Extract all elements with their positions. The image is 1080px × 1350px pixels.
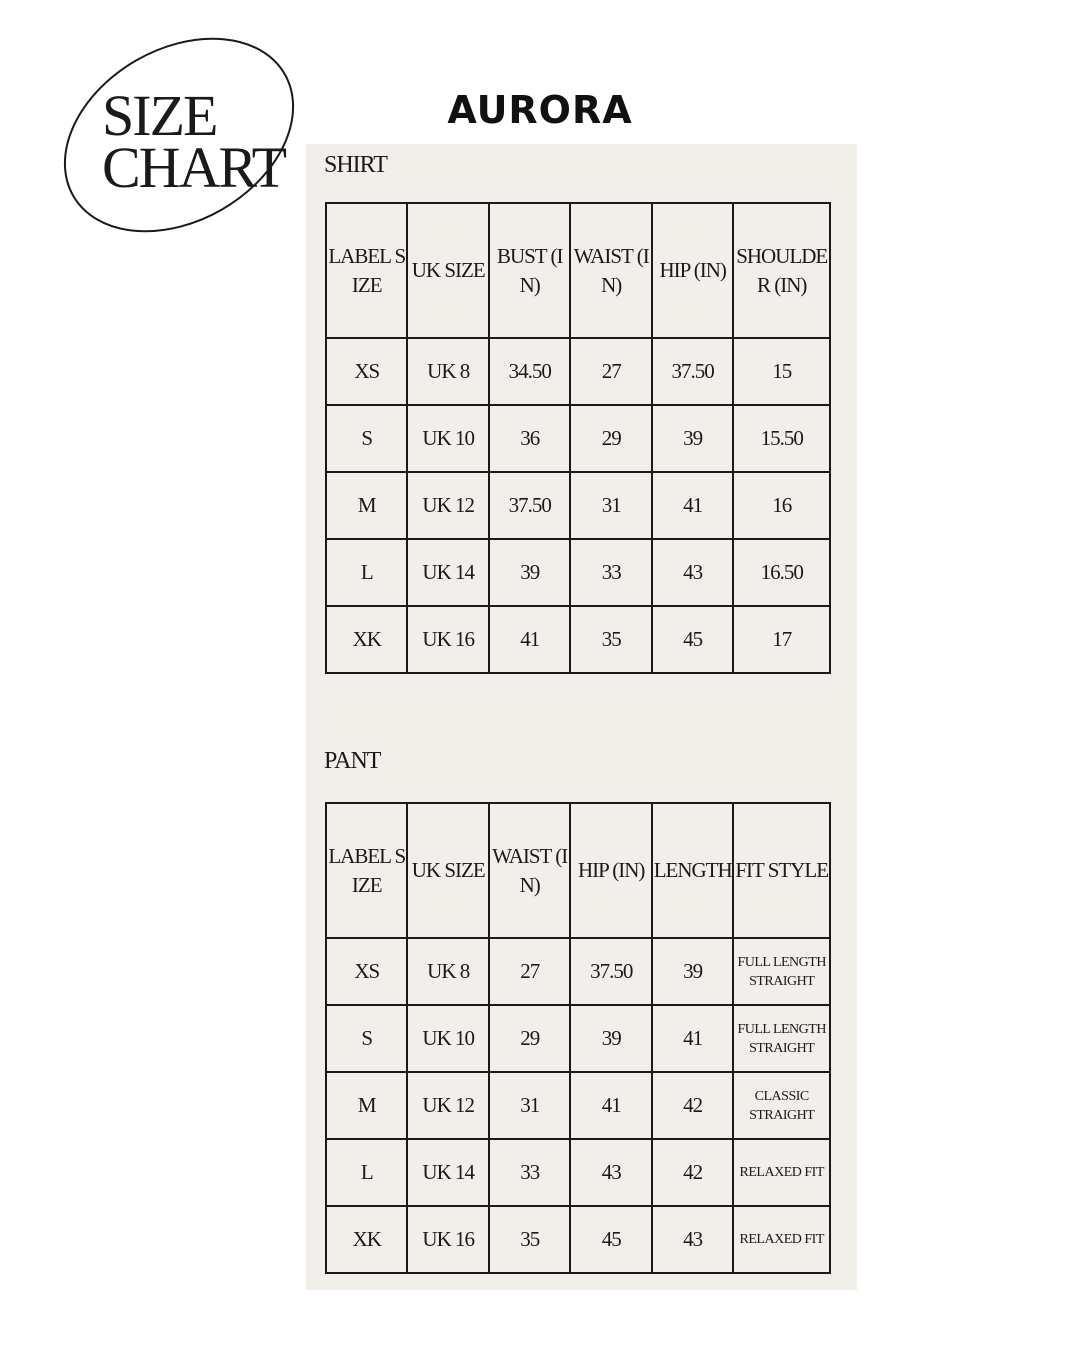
table-cell: UK 12 — [407, 472, 488, 539]
table-row — [326, 1072, 830, 1139]
table-row — [326, 539, 830, 606]
table-cell: 31 — [489, 1072, 570, 1139]
column-header: FIT STYLE — [733, 803, 830, 938]
table-cell: 45 — [652, 606, 733, 673]
table-cell: 39 — [652, 405, 733, 472]
table-cell: 35 — [489, 1206, 570, 1273]
size-chart-logo — [60, 34, 300, 239]
column-header: BUST (IN) — [489, 203, 570, 338]
table-cell: 15 — [733, 338, 830, 405]
table-cell: UK 14 — [407, 1139, 488, 1206]
table-header-row — [326, 203, 830, 338]
table-cell: 43 — [652, 1206, 733, 1273]
table-cell: UK 14 — [407, 539, 488, 606]
column-header: SHOULDER (IN) — [733, 203, 830, 338]
pant-size-table — [325, 802, 831, 1274]
pant-section-title: PANT — [324, 748, 381, 774]
table-cell: 34.50 — [489, 338, 570, 405]
table-row — [326, 938, 830, 1005]
column-header: WAIST (IN) — [489, 803, 570, 938]
table-cell: 42 — [652, 1139, 733, 1206]
table-cell: 27 — [570, 338, 651, 405]
brand-title: AURORA — [447, 88, 633, 132]
table-cell: 41 — [652, 1005, 733, 1072]
table-cell: M — [326, 1072, 407, 1139]
table-cell: 29 — [570, 405, 651, 472]
column-header: LABEL SIZE — [326, 803, 407, 938]
table-cell: 37.50 — [489, 472, 570, 539]
table-cell: 33 — [570, 539, 651, 606]
table-row — [326, 606, 830, 673]
table-cell: 33 — [489, 1139, 570, 1206]
table-cell: 43 — [570, 1139, 651, 1206]
table-cell: 39 — [489, 539, 570, 606]
table-cell: 16 — [733, 472, 830, 539]
column-header: HIP (IN) — [652, 203, 733, 338]
table-cell: 42 — [652, 1072, 733, 1139]
column-header: WAIST (IN) — [570, 203, 651, 338]
table-cell: XK — [326, 606, 407, 673]
table-cell: 37.50 — [652, 338, 733, 405]
table-cell: M — [326, 472, 407, 539]
column-header: UK SIZE — [407, 803, 488, 938]
table-cell: 37.50 — [570, 938, 651, 1005]
table-cell: 36 — [489, 405, 570, 472]
shirt-section-title: SHIRT — [324, 152, 387, 178]
table-cell: 17 — [733, 606, 830, 673]
column-header: HIP (IN) — [570, 803, 651, 938]
table-cell: FULL LENGTH STRAIGHT — [733, 1005, 830, 1072]
table-cell: UK 16 — [407, 606, 488, 673]
table-cell: 43 — [652, 539, 733, 606]
table-cell: 15.50 — [733, 405, 830, 472]
table-cell: RELAXED FIT — [733, 1206, 830, 1273]
table-row — [326, 1206, 830, 1273]
column-header: UK SIZE — [407, 203, 488, 338]
table-cell: RELAXED FIT — [733, 1139, 830, 1206]
table-row — [326, 1005, 830, 1072]
logo-text-size: SIZE — [102, 83, 217, 148]
table-cell: 27 — [489, 938, 570, 1005]
table-row — [326, 338, 830, 405]
table-cell: 31 — [570, 472, 651, 539]
table-header-row — [326, 803, 830, 938]
size-chart-panel — [306, 144, 857, 1290]
table-cell: 29 — [489, 1005, 570, 1072]
table-cell: XK — [326, 1206, 407, 1273]
table-cell: 39 — [570, 1005, 651, 1072]
table-cell: XS — [326, 338, 407, 405]
table-cell: CLASSIC STRAIGHT — [733, 1072, 830, 1139]
shirt-size-table — [325, 202, 831, 674]
column-header: LABEL SIZE — [326, 203, 407, 338]
table-cell: 45 — [570, 1206, 651, 1273]
table-row — [326, 1139, 830, 1206]
table-cell: UK 8 — [407, 938, 488, 1005]
table-cell: L — [326, 539, 407, 606]
table-cell: 41 — [570, 1072, 651, 1139]
table-cell: UK 10 — [407, 1005, 488, 1072]
table-cell: S — [326, 405, 407, 472]
column-header: LENGTH — [652, 803, 733, 938]
table-cell: 35 — [570, 606, 651, 673]
table-cell: UK 8 — [407, 338, 488, 405]
table-cell: 41 — [489, 606, 570, 673]
table-cell: L — [326, 1139, 407, 1206]
table-row — [326, 472, 830, 539]
table-cell: S — [326, 1005, 407, 1072]
table-row — [326, 405, 830, 472]
table-cell: UK 16 — [407, 1206, 488, 1273]
logo-text-chart: CHART — [102, 135, 286, 200]
table-cell: XS — [326, 938, 407, 1005]
table-cell: 39 — [652, 938, 733, 1005]
table-cell: UK 10 — [407, 405, 488, 472]
table-cell: 16.50 — [733, 539, 830, 606]
table-cell: UK 12 — [407, 1072, 488, 1139]
table-cell: FULL LENGTH STRAIGHT — [733, 938, 830, 1005]
table-cell: 41 — [652, 472, 733, 539]
